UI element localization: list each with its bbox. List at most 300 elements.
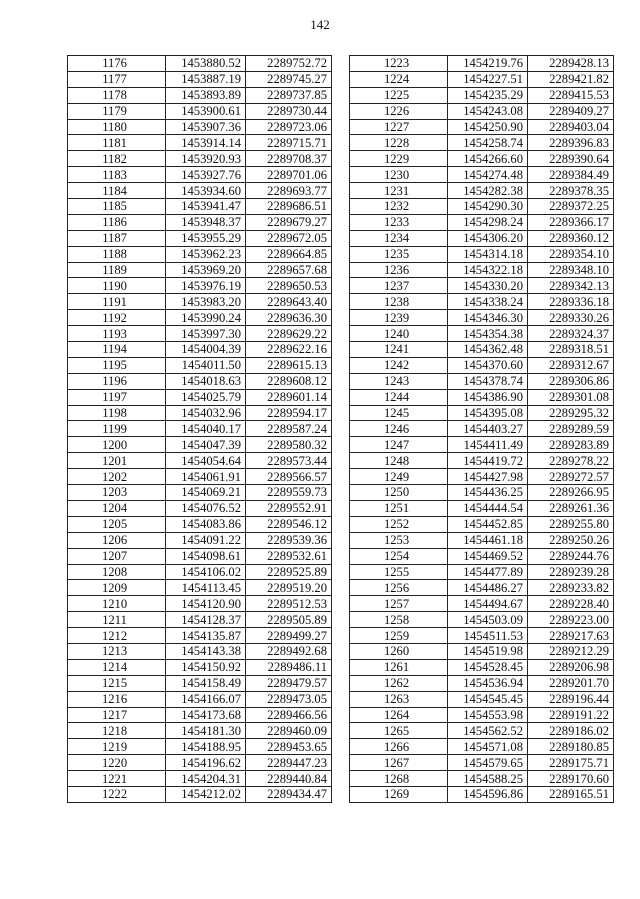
y-coordinate-cell: 2289615.13 [246, 357, 332, 373]
table-row [350, 342, 614, 358]
x-coordinate-cell: 1454536.94 [448, 675, 528, 691]
x-coordinate-cell: 1454419.72 [448, 453, 528, 469]
x-coordinate-cell: 1454196.62 [166, 755, 246, 771]
table-row [68, 723, 332, 739]
point-number-cell: 1243 [350, 373, 448, 389]
y-coordinate-cell: 2289580.32 [246, 437, 332, 453]
x-coordinate-cell: 1454282.38 [448, 183, 528, 199]
point-number-cell: 1195 [68, 357, 166, 373]
x-coordinate-cell: 1453941.47 [166, 199, 246, 215]
table-row [68, 56, 332, 72]
x-coordinate-cell: 1453934.60 [166, 183, 246, 199]
y-coordinate-cell: 2289415.53 [528, 87, 614, 103]
y-coordinate-cell: 2289289.59 [528, 421, 614, 437]
x-coordinate-cell: 1454004.39 [166, 342, 246, 358]
y-coordinate-cell: 2289223.00 [528, 612, 614, 628]
table-row [68, 262, 332, 278]
table-row [350, 580, 614, 596]
y-coordinate-cell: 2289372.25 [528, 199, 614, 215]
table-row [68, 183, 332, 199]
table-row [68, 357, 332, 373]
point-number-cell: 1187 [68, 230, 166, 246]
table-row [68, 103, 332, 119]
table-row [68, 199, 332, 215]
point-number-cell: 1242 [350, 357, 448, 373]
point-number-cell: 1215 [68, 675, 166, 691]
y-coordinate-cell: 2289354.10 [528, 246, 614, 262]
y-coordinate-cell: 2289324.37 [528, 326, 614, 342]
point-number-cell: 1194 [68, 342, 166, 358]
point-number-cell: 1205 [68, 516, 166, 532]
y-coordinate-cell: 2289708.37 [246, 151, 332, 167]
y-coordinate-cell: 2289539.36 [246, 532, 332, 548]
point-number-cell: 1233 [350, 214, 448, 230]
point-number-cell: 1254 [350, 548, 448, 564]
x-coordinate-cell: 1453927.76 [166, 167, 246, 183]
table-row [68, 389, 332, 405]
table-row [350, 771, 614, 787]
point-number-cell: 1223 [350, 56, 448, 72]
x-coordinate-cell: 1454461.18 [448, 532, 528, 548]
x-coordinate-cell: 1454204.31 [166, 771, 246, 787]
x-coordinate-cell: 1454427.98 [448, 469, 528, 485]
point-number-cell: 1177 [68, 71, 166, 87]
y-coordinate-cell: 2289686.51 [246, 199, 332, 215]
table-row [350, 87, 614, 103]
point-number-cell: 1253 [350, 532, 448, 548]
point-number-cell: 1207 [68, 548, 166, 564]
x-coordinate-cell: 1454452.85 [448, 516, 528, 532]
y-coordinate-cell: 2289499.27 [246, 628, 332, 644]
point-number-cell: 1230 [350, 167, 448, 183]
table-row [350, 437, 614, 453]
point-number-cell: 1262 [350, 675, 448, 691]
y-coordinate-cell: 2289525.89 [246, 564, 332, 580]
point-number-cell: 1217 [68, 707, 166, 723]
x-coordinate-cell: 1453997.30 [166, 326, 246, 342]
table-row [350, 278, 614, 294]
point-number-cell: 1256 [350, 580, 448, 596]
table-row [68, 755, 332, 771]
point-number-cell: 1220 [68, 755, 166, 771]
table-row [350, 230, 614, 246]
x-coordinate-cell: 1454158.49 [166, 675, 246, 691]
point-number-cell: 1181 [68, 135, 166, 151]
y-coordinate-cell: 2289657.68 [246, 262, 332, 278]
table-row [350, 596, 614, 612]
point-number-cell: 1268 [350, 771, 448, 787]
x-coordinate-cell: 1454266.60 [448, 151, 528, 167]
table-row [350, 564, 614, 580]
point-number-cell: 1259 [350, 628, 448, 644]
point-number-cell: 1237 [350, 278, 448, 294]
x-coordinate-cell: 1453914.14 [166, 135, 246, 151]
table-row [68, 294, 332, 310]
point-number-cell: 1185 [68, 199, 166, 215]
table-row [68, 278, 332, 294]
table-row [350, 167, 614, 183]
point-number-cell: 1222 [68, 786, 166, 802]
point-number-cell: 1251 [350, 500, 448, 516]
point-number-cell: 1226 [350, 103, 448, 119]
x-coordinate-cell: 1454290.30 [448, 199, 528, 215]
y-coordinate-cell: 2289622.16 [246, 342, 332, 358]
y-coordinate-cell: 2289396.83 [528, 135, 614, 151]
point-number-cell: 1231 [350, 183, 448, 199]
table-row [350, 628, 614, 644]
x-coordinate-cell: 1454579.65 [448, 755, 528, 771]
point-number-cell: 1224 [350, 71, 448, 87]
table-row [350, 453, 614, 469]
x-coordinate-cell: 1454235.29 [448, 87, 528, 103]
y-coordinate-cell: 2289239.28 [528, 564, 614, 580]
y-coordinate-cell: 2289601.14 [246, 389, 332, 405]
x-coordinate-cell: 1454395.08 [448, 405, 528, 421]
x-coordinate-cell: 1454113.45 [166, 580, 246, 596]
point-number-cell: 1183 [68, 167, 166, 183]
x-coordinate-cell: 1454219.76 [448, 56, 528, 72]
point-number-cell: 1244 [350, 389, 448, 405]
table-row [68, 214, 332, 230]
point-number-cell: 1178 [68, 87, 166, 103]
y-coordinate-cell: 2289266.95 [528, 485, 614, 501]
point-number-cell: 1190 [68, 278, 166, 294]
table-row [68, 135, 332, 151]
point-number-cell: 1219 [68, 739, 166, 755]
table-row [350, 71, 614, 87]
table-row [350, 421, 614, 437]
point-number-cell: 1179 [68, 103, 166, 119]
x-coordinate-cell: 1454018.63 [166, 373, 246, 389]
x-coordinate-cell: 1454436.25 [448, 485, 528, 501]
table-row [350, 548, 614, 564]
point-number-cell: 1184 [68, 183, 166, 199]
y-coordinate-cell: 2289434.47 [246, 786, 332, 802]
table-row [350, 199, 614, 215]
x-coordinate-cell: 1454061.91 [166, 469, 246, 485]
point-number-cell: 1252 [350, 516, 448, 532]
x-coordinate-cell: 1454054.64 [166, 453, 246, 469]
y-coordinate-cell: 2289519.20 [246, 580, 332, 596]
point-number-cell: 1250 [350, 485, 448, 501]
y-coordinate-cell: 2289559.73 [246, 485, 332, 501]
x-coordinate-cell: 1454091.22 [166, 532, 246, 548]
table-row [68, 739, 332, 755]
y-coordinate-cell: 2289186.02 [528, 723, 614, 739]
point-number-cell: 1221 [68, 771, 166, 787]
point-number-cell: 1234 [350, 230, 448, 246]
table-row [68, 516, 332, 532]
point-number-cell: 1261 [350, 659, 448, 675]
point-number-cell: 1188 [68, 246, 166, 262]
y-coordinate-cell: 2289752.72 [246, 56, 332, 72]
x-coordinate-cell: 1454528.45 [448, 659, 528, 675]
table-row [350, 103, 614, 119]
x-coordinate-cell: 1453955.29 [166, 230, 246, 246]
point-number-cell: 1260 [350, 643, 448, 659]
table-row [350, 643, 614, 659]
table-row [350, 135, 614, 151]
y-coordinate-cell: 2289643.40 [246, 294, 332, 310]
table-row [68, 548, 332, 564]
x-coordinate-cell: 1454306.20 [448, 230, 528, 246]
point-number-cell: 1257 [350, 596, 448, 612]
x-coordinate-cell: 1453948.37 [166, 214, 246, 230]
table-row [350, 246, 614, 262]
x-coordinate-cell: 1454032.96 [166, 405, 246, 421]
x-coordinate-cell: 1454411.49 [448, 437, 528, 453]
table-row [68, 691, 332, 707]
point-number-cell: 1269 [350, 786, 448, 802]
x-coordinate-cell: 1453983.20 [166, 294, 246, 310]
y-coordinate-cell: 2289180.85 [528, 739, 614, 755]
x-coordinate-cell: 1454166.07 [166, 691, 246, 707]
x-coordinate-cell: 1454188.95 [166, 739, 246, 755]
y-coordinate-cell: 2289366.17 [528, 214, 614, 230]
x-coordinate-cell: 1454354.38 [448, 326, 528, 342]
point-number-cell: 1204 [68, 500, 166, 516]
table-row [350, 119, 614, 135]
table-row [350, 389, 614, 405]
y-coordinate-cell: 2289629.22 [246, 326, 332, 342]
x-coordinate-cell: 1453887.19 [166, 71, 246, 87]
table-row [68, 580, 332, 596]
table-row [350, 485, 614, 501]
x-coordinate-cell: 1453907.36 [166, 119, 246, 135]
y-coordinate-cell: 2289745.27 [246, 71, 332, 87]
y-coordinate-cell: 2289191.22 [528, 707, 614, 723]
point-number-cell: 1238 [350, 294, 448, 310]
table-row [68, 786, 332, 802]
y-coordinate-cell: 2289512.53 [246, 596, 332, 612]
x-coordinate-cell: 1454346.30 [448, 310, 528, 326]
y-coordinate-cell: 2289255.80 [528, 516, 614, 532]
x-coordinate-cell: 1454596.86 [448, 786, 528, 802]
y-coordinate-cell: 2289318.51 [528, 342, 614, 358]
x-coordinate-cell: 1454258.74 [448, 135, 528, 151]
y-coordinate-cell: 2289466.56 [246, 707, 332, 723]
table-row [68, 628, 332, 644]
x-coordinate-cell: 1453969.20 [166, 262, 246, 278]
point-number-cell: 1258 [350, 612, 448, 628]
table-row [350, 214, 614, 230]
y-coordinate-cell: 2289421.82 [528, 71, 614, 87]
table-row [68, 342, 332, 358]
table-row [68, 707, 332, 723]
y-coordinate-cell: 2289403.04 [528, 119, 614, 135]
point-number-cell: 1202 [68, 469, 166, 485]
x-coordinate-cell: 1453920.93 [166, 151, 246, 167]
point-number-cell: 1182 [68, 151, 166, 167]
x-coordinate-cell: 1454173.68 [166, 707, 246, 723]
point-number-cell: 1240 [350, 326, 448, 342]
point-number-cell: 1210 [68, 596, 166, 612]
x-coordinate-cell: 1454040.17 [166, 421, 246, 437]
point-number-cell: 1193 [68, 326, 166, 342]
point-number-cell: 1255 [350, 564, 448, 580]
point-number-cell: 1212 [68, 628, 166, 644]
point-number-cell: 1200 [68, 437, 166, 453]
point-number-cell: 1176 [68, 56, 166, 72]
x-coordinate-cell: 1454314.18 [448, 246, 528, 262]
x-coordinate-cell: 1454150.92 [166, 659, 246, 675]
table-row [350, 675, 614, 691]
table-row [350, 500, 614, 516]
x-coordinate-cell: 1454076.52 [166, 500, 246, 516]
y-coordinate-cell: 2289165.51 [528, 786, 614, 802]
table-row [68, 469, 332, 485]
y-coordinate-cell: 2289650.53 [246, 278, 332, 294]
point-number-cell: 1264 [350, 707, 448, 723]
y-coordinate-cell: 2289170.60 [528, 771, 614, 787]
table-row [350, 723, 614, 739]
point-number-cell: 1267 [350, 755, 448, 771]
x-coordinate-cell: 1453900.61 [166, 103, 246, 119]
y-coordinate-cell: 2289715.71 [246, 135, 332, 151]
y-coordinate-cell: 2289244.76 [528, 548, 614, 564]
table-row [68, 71, 332, 87]
x-coordinate-cell: 1454298.24 [448, 214, 528, 230]
y-coordinate-cell: 2289447.23 [246, 755, 332, 771]
y-coordinate-cell: 2289336.18 [528, 294, 614, 310]
y-coordinate-cell: 2289360.12 [528, 230, 614, 246]
y-coordinate-cell: 2289201.70 [528, 675, 614, 691]
point-number-cell: 1248 [350, 453, 448, 469]
table-row [68, 373, 332, 389]
y-coordinate-cell: 2289440.84 [246, 771, 332, 787]
x-coordinate-cell: 1454469.52 [448, 548, 528, 564]
y-coordinate-cell: 2289608.12 [246, 373, 332, 389]
y-coordinate-cell: 2289737.85 [246, 87, 332, 103]
x-coordinate-cell: 1454025.79 [166, 389, 246, 405]
x-coordinate-cell: 1454477.89 [448, 564, 528, 580]
y-coordinate-cell: 2289233.82 [528, 580, 614, 596]
x-coordinate-cell: 1453990.24 [166, 310, 246, 326]
table-row [68, 643, 332, 659]
y-coordinate-cell: 2289261.36 [528, 500, 614, 516]
x-coordinate-cell: 1454553.98 [448, 707, 528, 723]
point-number-cell: 1228 [350, 135, 448, 151]
y-coordinate-cell: 2289636.30 [246, 310, 332, 326]
x-coordinate-cell: 1453962.23 [166, 246, 246, 262]
x-coordinate-cell: 1454047.39 [166, 437, 246, 453]
x-coordinate-cell: 1454181.30 [166, 723, 246, 739]
table-row [350, 262, 614, 278]
x-coordinate-cell: 1453880.52 [166, 56, 246, 72]
table-row [68, 659, 332, 675]
x-coordinate-cell: 1454444.54 [448, 500, 528, 516]
y-coordinate-cell: 2289295.32 [528, 405, 614, 421]
table-row [68, 532, 332, 548]
y-coordinate-cell: 2289573.44 [246, 453, 332, 469]
point-number-cell: 1245 [350, 405, 448, 421]
table-row [350, 357, 614, 373]
y-coordinate-cell: 2289348.10 [528, 262, 614, 278]
x-coordinate-cell: 1454330.20 [448, 278, 528, 294]
page-number: 142 [310, 17, 330, 32]
point-number-cell: 1189 [68, 262, 166, 278]
table-row [350, 532, 614, 548]
point-number-cell: 1199 [68, 421, 166, 437]
x-coordinate-cell: 1454511.53 [448, 628, 528, 644]
point-number-cell: 1192 [68, 310, 166, 326]
table-row [350, 326, 614, 342]
table-row [350, 373, 614, 389]
y-coordinate-cell: 2289278.22 [528, 453, 614, 469]
x-coordinate-cell: 1454011.50 [166, 357, 246, 373]
y-coordinate-cell: 2289594.17 [246, 405, 332, 421]
point-number-cell: 1191 [68, 294, 166, 310]
x-coordinate-cell: 1454370.60 [448, 357, 528, 373]
x-coordinate-cell: 1454362.48 [448, 342, 528, 358]
point-number-cell: 1186 [68, 214, 166, 230]
point-number-cell: 1201 [68, 453, 166, 469]
table-row [350, 691, 614, 707]
table-row [68, 596, 332, 612]
table-row [350, 612, 614, 628]
y-coordinate-cell: 2289301.08 [528, 389, 614, 405]
table-row [68, 771, 332, 787]
y-coordinate-cell: 2289330.26 [528, 310, 614, 326]
x-coordinate-cell: 1454494.67 [448, 596, 528, 612]
table-row [68, 485, 332, 501]
y-coordinate-cell: 2289486.11 [246, 659, 332, 675]
table-row [68, 437, 332, 453]
x-coordinate-cell: 1454338.24 [448, 294, 528, 310]
y-coordinate-cell: 2289552.91 [246, 500, 332, 516]
table-row [350, 151, 614, 167]
table-row [350, 405, 614, 421]
table-row [68, 421, 332, 437]
y-coordinate-cell: 2289664.85 [246, 246, 332, 262]
point-number-cell: 1227 [350, 119, 448, 135]
table-row [350, 469, 614, 485]
y-coordinate-cell: 2289546.12 [246, 516, 332, 532]
y-coordinate-cell: 2289473.05 [246, 691, 332, 707]
table-row [350, 56, 614, 72]
x-coordinate-cell: 1453976.19 [166, 278, 246, 294]
point-number-cell: 1203 [68, 485, 166, 501]
point-number-cell: 1236 [350, 262, 448, 278]
x-coordinate-cell: 1454503.09 [448, 612, 528, 628]
point-number-cell: 1235 [350, 246, 448, 262]
y-coordinate-cell: 2289228.40 [528, 596, 614, 612]
y-coordinate-cell: 2289272.57 [528, 469, 614, 485]
x-coordinate-cell: 1454274.48 [448, 167, 528, 183]
y-coordinate-cell: 2289250.26 [528, 532, 614, 548]
point-number-cell: 1198 [68, 405, 166, 421]
y-coordinate-cell: 2289342.13 [528, 278, 614, 294]
table-row [68, 675, 332, 691]
y-coordinate-cell: 2289679.27 [246, 214, 332, 230]
y-coordinate-cell: 2289701.06 [246, 167, 332, 183]
x-coordinate-cell: 1454143.38 [166, 643, 246, 659]
table-row [350, 183, 614, 199]
table-row [68, 453, 332, 469]
x-coordinate-cell: 1454069.21 [166, 485, 246, 501]
point-number-cell: 1249 [350, 469, 448, 485]
point-number-cell: 1211 [68, 612, 166, 628]
point-number-cell: 1208 [68, 564, 166, 580]
point-number-cell: 1232 [350, 199, 448, 215]
x-coordinate-cell: 1454106.02 [166, 564, 246, 580]
point-number-cell: 1229 [350, 151, 448, 167]
y-coordinate-cell: 2289730.44 [246, 103, 332, 119]
y-coordinate-cell: 2289532.61 [246, 548, 332, 564]
y-coordinate-cell: 2289283.89 [528, 437, 614, 453]
table-row [350, 659, 614, 675]
point-number-cell: 1213 [68, 643, 166, 659]
